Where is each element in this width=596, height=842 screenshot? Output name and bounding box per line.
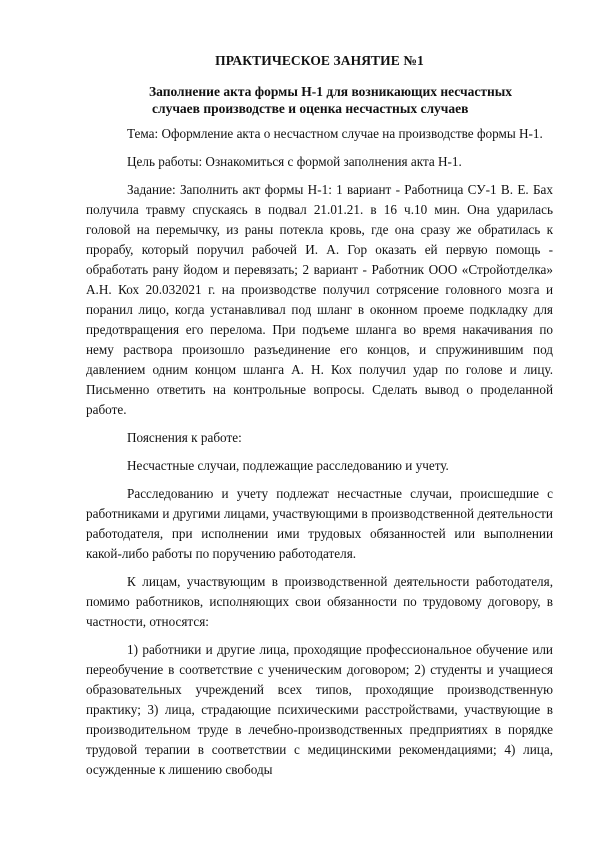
explanations-heading: Пояснения к работе:: [127, 430, 242, 445]
subtitle-line-2: случаев производстве и оценка несчастных случаев: [152, 101, 469, 116]
document-title: ПРАКТИЧЕСКОЕ ЗАНЯТИЕ №1: [215, 53, 424, 68]
section-heading: Несчастные случаи, подлежащие расследованию и учету.: [127, 458, 449, 473]
task-paragraph: Задание: Заполнить акт формы Н-1: 1 вариант - Работница СУ-1 В. Е. Бах получила травму спускаясь в подвал 21.01.21. в 16 ч.10 мин. Она ударилась головой на перемычку, из раны потекла кровь, где она сразу же обратилась к прорабу, который поручил рабочей И. А. Гор оказать ей первую помощь - обработать рану йодом и перевязать; 2 вариант - Работник ООО «Стройотделка» А.Н. Кох 20.032021 г. на производстве получил сотрясение головного мозга и поранил лицо, когда устанавливал под шланг в оконном проеме подкладку для предотвращения его перелома. При подъеме шланга во время накачивания по нему раствора произошло разъединение его концов, и спружинившим под давлением одним концом шланга А. Н. Кох получил удар по голове и лицу. Письменно ответить на контрольные вопросы. Сделать вывод о проделанной работе.: [86, 182, 553, 417]
topic-paragraph: Тема: Оформление акта о несчастном случае на производстве формы Н-1.: [127, 126, 543, 141]
goal-paragraph: Цель работы: Ознакомиться с формой заполнения акта Н-1.: [127, 154, 462, 169]
subtitle-line-1: Заполнение акта формы Н-1 для возникающих несчастных: [149, 84, 513, 99]
persons-paragraph: К лицам, участвующим в производственной деятельности работодателя, помимо работников, исполняющих свои обязанности по трудовому договору, в частности, относятся:: [86, 574, 553, 629]
document-subtitle: [86, 83, 553, 117]
investigation-paragraph: Расследованию и учету подлежат несчастные случаи, происшедшие с работниками и другими лицами, участвующими в производственной деятельности работодателя, при исполнении ими трудовых обязанностей или выполнении какой-либо работы по поручению работодателя.: [86, 486, 553, 561]
list-paragraph: 1) работники и другие лица, проходящие профессиональное обучение или переобучение в соответствие с ученическим договором; 2) студенты и учащиеся образовательных учреждений всех типов, проходящие производственную практику; 3) лица, страдающие психическими расстройствами, участвующие в производительном труде в лечебно-производственных предприятиях в порядке трудовой терапии в соответствии с медицинскими рекомендациями; 4) лица, осужденные к лишению свободы: [86, 642, 553, 777]
